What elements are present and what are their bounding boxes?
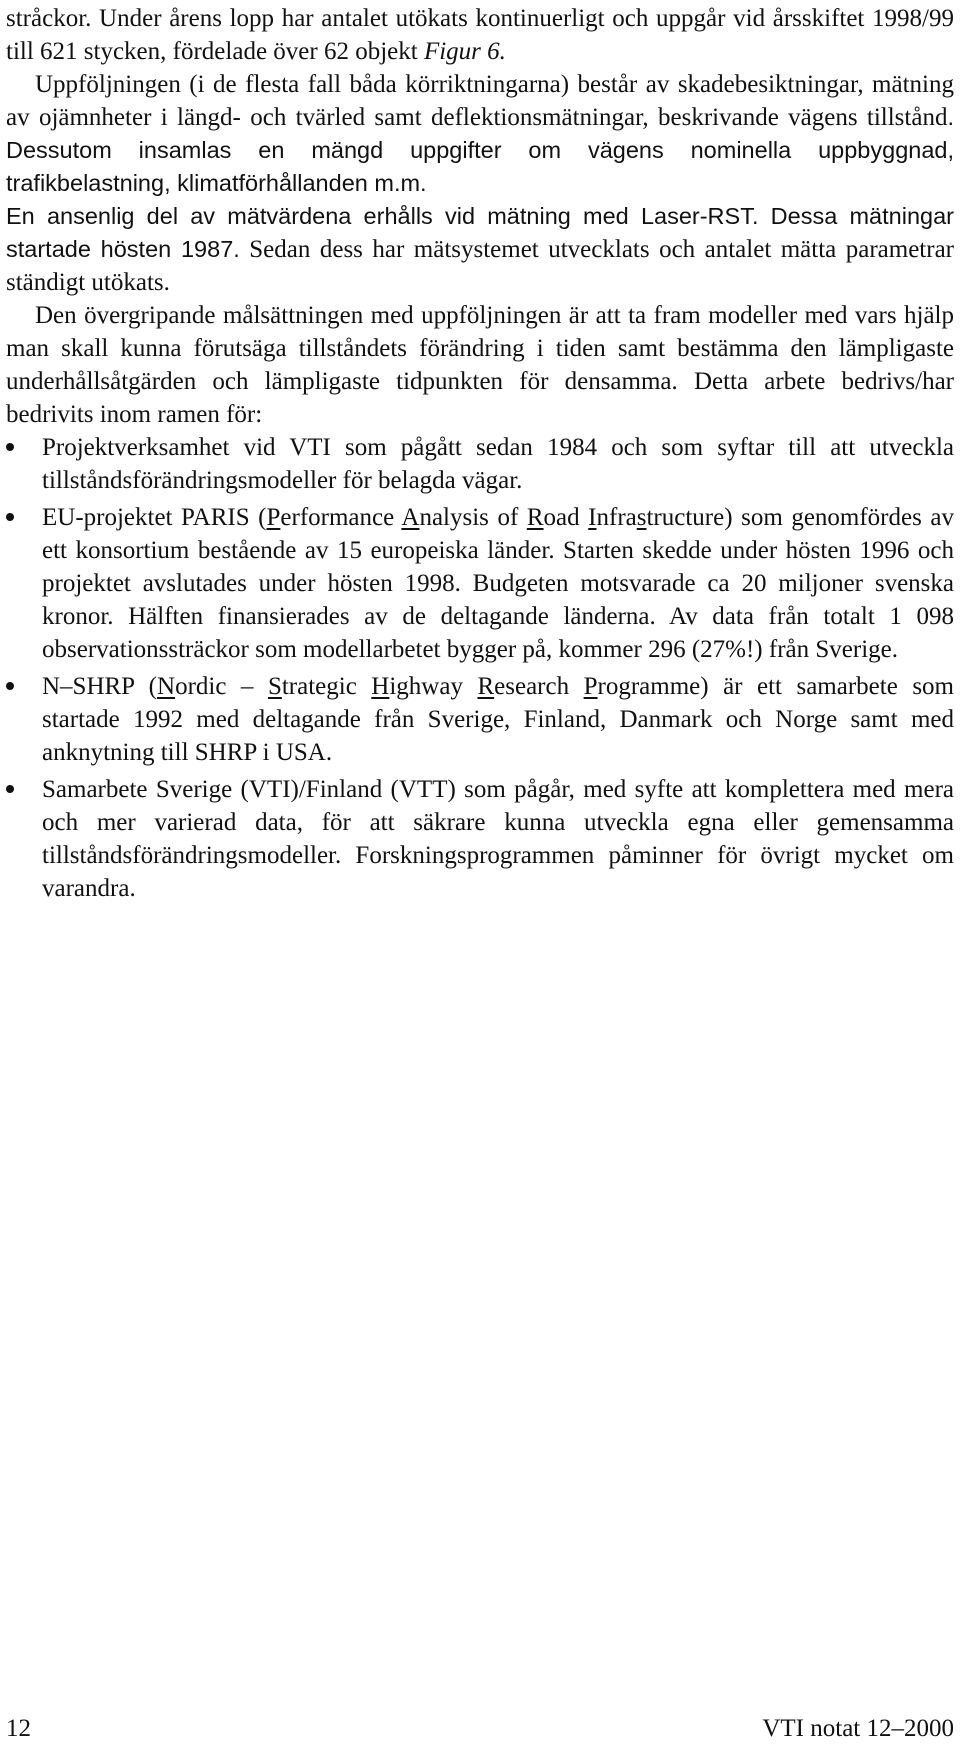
list-item-text (42, 673, 954, 766)
text-run: trategic (281, 673, 372, 700)
list-item (6, 431, 954, 497)
paragraph-continued (6, 2, 954, 68)
text-run: oad (543, 504, 589, 531)
page-number: 12 (6, 1715, 31, 1742)
text-run: nfra (596, 504, 637, 531)
paragraph-text: Sedan dess har mätsystemet utvecklats och antalet mätta parametrar ständigt utökats. (6, 236, 954, 296)
text-run: nalysis of (419, 504, 527, 531)
underlined-letter: P (583, 673, 598, 700)
underlined-letter: A (401, 504, 420, 531)
text-run: esearch (494, 673, 584, 700)
paragraph-text-sans: En ansenlig del av mätvärdena erhålls vid mätning med Laser-RST. Dessa mätningar startade hösten 1987. (6, 203, 954, 262)
paragraph-text-sans: . Dessutom insamlas en mängd uppgifter om vägens nominella uppbyggnad, trafikbelastning, klimatförhållanden m.m. (6, 104, 954, 196)
text-run: ordic – (175, 673, 268, 700)
body-text (6, 2, 954, 905)
paragraph-text: Den övergripande målsättningen med uppföljningen är att ta fram modeller med vars hjälp man skall kunna förutsäga tillståndets förändring i tiden samt bestämma den lämpligaste underhållsåtgärden och lämpligaste tidpunkten för densamma. Detta arbete bedrivs/har bedrivits inom ramen för: (6, 302, 954, 428)
underlined-letter: S (267, 673, 282, 700)
bullet-icon (6, 682, 14, 690)
underlined-letter: I (588, 504, 597, 531)
bullet-icon (6, 513, 14, 521)
underlined-letter: N (157, 673, 176, 700)
bullet-icon (6, 443, 14, 451)
figure-reference: Figur 6. (423, 38, 506, 65)
list-item (6, 773, 954, 905)
list-item-text: Projektverksamhet vid VTI som pågått sedan 1984 och som syftar till att utveckla tillståndsförändringsmodeller för belagda vägar. (42, 434, 954, 494)
underlined-letter: s (636, 504, 647, 531)
underlined-letter: P (266, 504, 281, 531)
paragraph-text: stråckor. Under årens lopp har antalet utökats kontinuerligt och uppgår vid årsskiftet 1998/99 till 621 stycken, fördelade över 62 objekt (6, 5, 954, 65)
text-run: rogramme) är ett samarbete som startade 1992 med deltagande från Sverige, Finland, Danmark och Norge samt med anknytning till SHRP i USA. (42, 673, 954, 766)
text-run: erformance (280, 504, 402, 531)
text-run: EU-projektet PARIS ( (42, 504, 267, 531)
text-run: N–SHRP ( (42, 673, 157, 700)
list-item-text (42, 504, 954, 663)
paragraph-uppfoljning (6, 68, 954, 299)
text-run: ighway (389, 673, 478, 700)
underlined-letter: R (526, 504, 544, 531)
underlined-letter: H (371, 673, 390, 700)
underlined-letter: R (477, 673, 495, 700)
paragraph-text: Uppföljningen (i de flesta fall båda körriktningarna) består av skadebesiktningar, mätning av ojämnheter i längd- och tvärled samt deflektionsmätningar, beskrivande vägens tillstånd (6, 71, 954, 131)
publication-id: VTI notat 12–2000 (762, 1715, 954, 1742)
list-item (6, 501, 954, 666)
list-item (6, 670, 954, 769)
bullet-icon (6, 785, 14, 793)
page-footer (6, 1712, 954, 1746)
list-item-text: Samarbete Sverige (VTI)/Finland (VTT) som pågår, med syfte att komplettera med mera och mer varierad data, för att säkrare kunna utveckla egna eller gemensamma tillståndsförändringsmodeller. Forskningsprogrammen påminner för övrigt mycket om varandra. (42, 776, 954, 902)
bullet-list (6, 431, 954, 905)
text-run: tructure) som genomfördes av ett konsortium bestående av 15 europeiska länder. Starten skedde under hösten 1996 och projektet avslutades under hösten 1998. Budgeten motsvarade ca 20 miljoner svenska kronor. Hälften finansierades av de deltagande länderna. Av data från totalt 1 098 observationssträckor som modellarbetet bygger på, kommer 296 (27%!) från Sverige. (42, 504, 954, 663)
paragraph-malsattning (6, 299, 954, 431)
